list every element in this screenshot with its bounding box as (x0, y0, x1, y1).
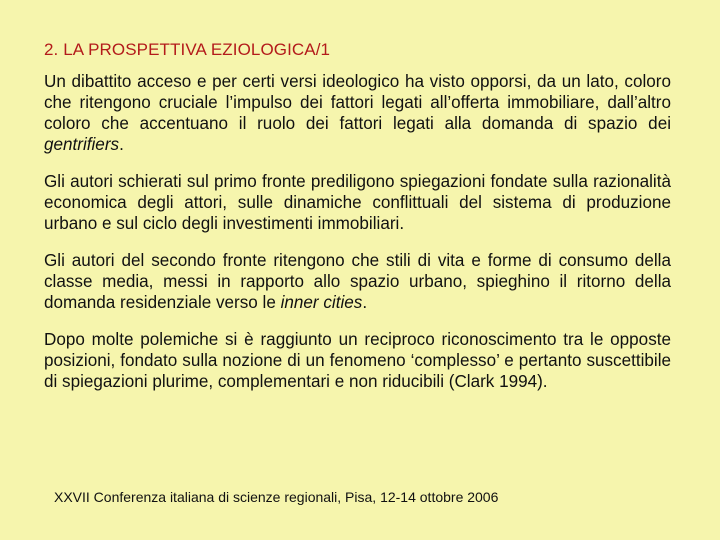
paragraph-3 (44, 250, 671, 313)
paragraph-1 (44, 71, 671, 155)
paragraph-1-italic: gentrifiers (44, 135, 120, 154)
slide-title: 2. LA PROSPETTIVA EZIOLOGICA/1 (44, 40, 331, 59)
paragraph-2 (44, 171, 671, 234)
paragraph-4-text: Dopo molte polemiche si è raggiunto un reciproco riconoscimento tra le opposte posizioni, fondato sulla nozione di un fenomeno ‘complesso’ e pertanto suscettibile di spiegazioni plurime, complementari e non riducibili (Clark 1994). (44, 330, 671, 391)
paragraph-3-italic: inner cities (280, 293, 363, 312)
paragraph-3-text: Gli autori del secondo fronte ritengono che stili di vita e forme di consumo della classe media, messi in rapporto allo spazio urbano, spieghino il ritorno della domanda residenziale verso le (44, 251, 671, 312)
slide-body (44, 71, 671, 408)
paragraph-1-end: . (119, 135, 124, 154)
paragraph-4 (44, 329, 671, 392)
slide-footer: XXVII Conferenza italiana di scienze regionali, Pisa, 12-14 ottobre 2006 (54, 489, 499, 505)
paragraph-3-end: . (362, 293, 368, 312)
paragraph-1-text: Un dibattito acceso e per certi versi ideologico ha visto opporsi, da un lato, coloro che ritengono cruciale l’impulso dei fattori legati all’offerta immobiliare, dall’altro coloro che accentuano il ruolo dei fattori legati alla domanda di spazio dei (44, 72, 671, 133)
paragraph-2-text: Gli autori schierati sul primo fronte prediligono spiegazioni fondate sulla razionalità economica degli attori, sulle dinamiche conflittuali del sistema di produzione urbano e sul ciclo degli investimenti immobiliari. (44, 172, 671, 233)
